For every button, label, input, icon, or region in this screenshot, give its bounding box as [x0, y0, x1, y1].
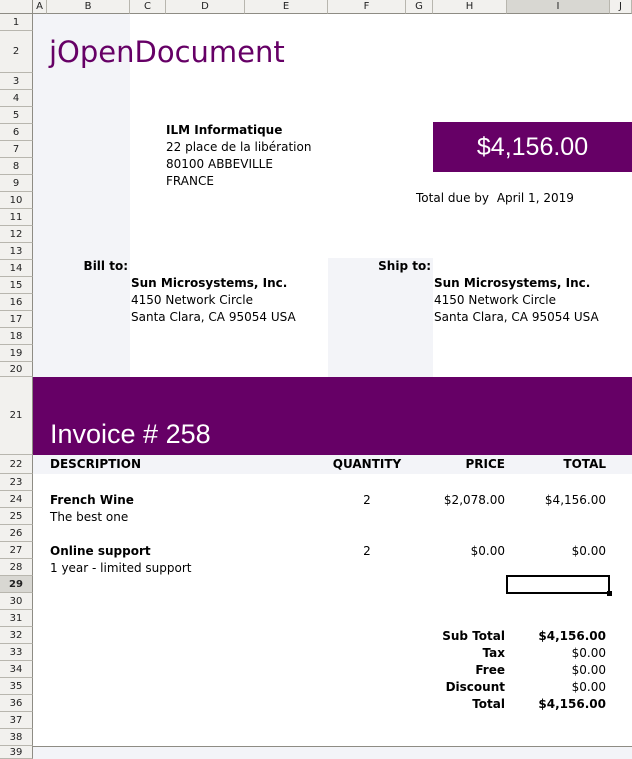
row-header[interactable]: 31 [0, 610, 33, 627]
row-header[interactable]: 20 [0, 362, 33, 377]
item-quantity: 2 [363, 493, 371, 507]
bill-to-address-1: 4150 Network Circle [131, 293, 253, 307]
amount-due-box: $4,156.00 [433, 122, 632, 172]
ship-to-label: Ship to: [378, 259, 431, 273]
row-header[interactable]: 23 [0, 474, 33, 491]
totals-label: Total [472, 697, 505, 711]
bill-to-label: Bill to: [83, 259, 128, 273]
row-header[interactable]: 37 [0, 712, 33, 729]
bottom-fill [33, 746, 632, 759]
totals-value: $4,156.00 [538, 629, 606, 643]
row-header[interactable]: 4 [0, 90, 33, 107]
row-header[interactable]: 12 [0, 226, 33, 243]
company-name: ILM Informatique [166, 123, 283, 137]
item-price: $0.00 [470, 544, 505, 558]
row-header[interactable]: 33 [0, 644, 33, 661]
row-header[interactable]: 15 [0, 277, 33, 294]
row-header[interactable]: 29 [0, 576, 33, 593]
item-name: French Wine [50, 493, 134, 507]
row-header[interactable]: 5 [0, 107, 33, 124]
row-header[interactable]: 7 [0, 141, 33, 158]
item-note: The best one [50, 510, 129, 524]
row-header[interactable]: 17 [0, 311, 33, 328]
bill-to-name: Sun Microsystems, Inc. [131, 276, 288, 290]
row-header[interactable]: 6 [0, 124, 33, 141]
row-header[interactable]: 30 [0, 593, 33, 610]
invoice-title: Invoice # 258 [50, 419, 211, 449]
column-header-f[interactable]: F [328, 0, 406, 14]
column-header-c[interactable]: C [130, 0, 166, 14]
row-header[interactable]: 18 [0, 328, 33, 345]
company-address-line-1: 22 place de la libération [166, 140, 312, 154]
fill-handle[interactable] [607, 591, 612, 596]
row-header[interactable]: 13 [0, 243, 33, 260]
item-total: $0.00 [571, 544, 606, 558]
row-header[interactable]: 34 [0, 661, 33, 678]
item-price: $2,078.00 [443, 493, 505, 507]
totals-label: Free [475, 663, 505, 677]
item-note: 1 year - limited support [50, 561, 192, 575]
row-header[interactable]: 22 [0, 455, 33, 474]
header-price: PRICE [465, 457, 505, 471]
ship-to-fill [328, 258, 433, 377]
item-total: $4,156.00 [544, 493, 606, 507]
invoice-banner [33, 377, 632, 455]
row-header[interactable]: 8 [0, 158, 33, 175]
due-line [416, 191, 574, 205]
row-header[interactable]: 36 [0, 695, 33, 712]
ship-to-name: Sun Microsystems, Inc. [434, 276, 591, 290]
row-header[interactable]: 14 [0, 260, 33, 277]
column-header-i[interactable]: I [507, 0, 610, 14]
totals-value: $0.00 [571, 663, 606, 677]
totals-label: Tax [482, 646, 505, 660]
company-country: FRANCE [166, 174, 214, 188]
column-header-j[interactable]: J [610, 0, 632, 14]
row-header[interactable]: 39 [0, 746, 33, 759]
row-header[interactable]: 1 [0, 14, 33, 31]
row-header[interactable]: 24 [0, 491, 33, 508]
row-header[interactable]: 26 [0, 525, 33, 542]
header-total: TOTAL [563, 457, 606, 471]
ship-to-address-1: 4150 Network Circle [434, 293, 556, 307]
header-description: DESCRIPTION [50, 457, 142, 471]
totals-value: $0.00 [571, 680, 606, 694]
column-header-d[interactable]: D [166, 0, 245, 14]
totals-label: Discount [445, 680, 505, 694]
item-name: Online support [50, 544, 151, 558]
row-header[interactable]: 3 [0, 73, 33, 90]
ship-to-address-2: Santa Clara, CA 95054 USA [434, 310, 599, 324]
due-label: Total due by [416, 191, 489, 205]
header-quantity: QUANTITY [332, 457, 402, 471]
totals-value: $4,156.00 [538, 697, 606, 711]
row-header[interactable]: 19 [0, 345, 33, 362]
column-header-g[interactable]: G [406, 0, 433, 14]
row-header[interactable]: 10 [0, 192, 33, 209]
column-header-a[interactable]: A [33, 0, 47, 14]
item-quantity: 2 [363, 544, 371, 558]
row-header[interactable]: 11 [0, 209, 33, 226]
totals-value: $0.00 [571, 646, 606, 660]
select-all-corner[interactable] [0, 0, 33, 14]
row-header[interactable]: 35 [0, 678, 33, 695]
totals-label: Sub Total [442, 629, 505, 643]
row-header[interactable]: 25 [0, 508, 33, 525]
row-header[interactable]: 16 [0, 294, 33, 311]
due-date: April 1, 2019 [496, 191, 574, 205]
bill-to-address-2: Santa Clara, CA 95054 USA [131, 310, 296, 324]
active-cell-cursor[interactable] [506, 575, 610, 594]
row-header[interactable]: 28 [0, 559, 33, 576]
column-header-h[interactable]: H [433, 0, 507, 14]
column-header-e[interactable]: E [245, 0, 328, 14]
column-header-b[interactable]: B [47, 0, 130, 14]
row-header[interactable]: 32 [0, 627, 33, 644]
row-header[interactable]: 38 [0, 729, 33, 746]
company-address-line-2: 80100 ABBEVILLE [166, 157, 273, 171]
row-header[interactable]: 27 [0, 542, 33, 559]
row-header[interactable]: 2 [0, 31, 33, 73]
row-header[interactable]: 21 [0, 377, 33, 455]
brand-title: jOpenDocument [49, 35, 285, 69]
row-header[interactable]: 9 [0, 175, 33, 192]
